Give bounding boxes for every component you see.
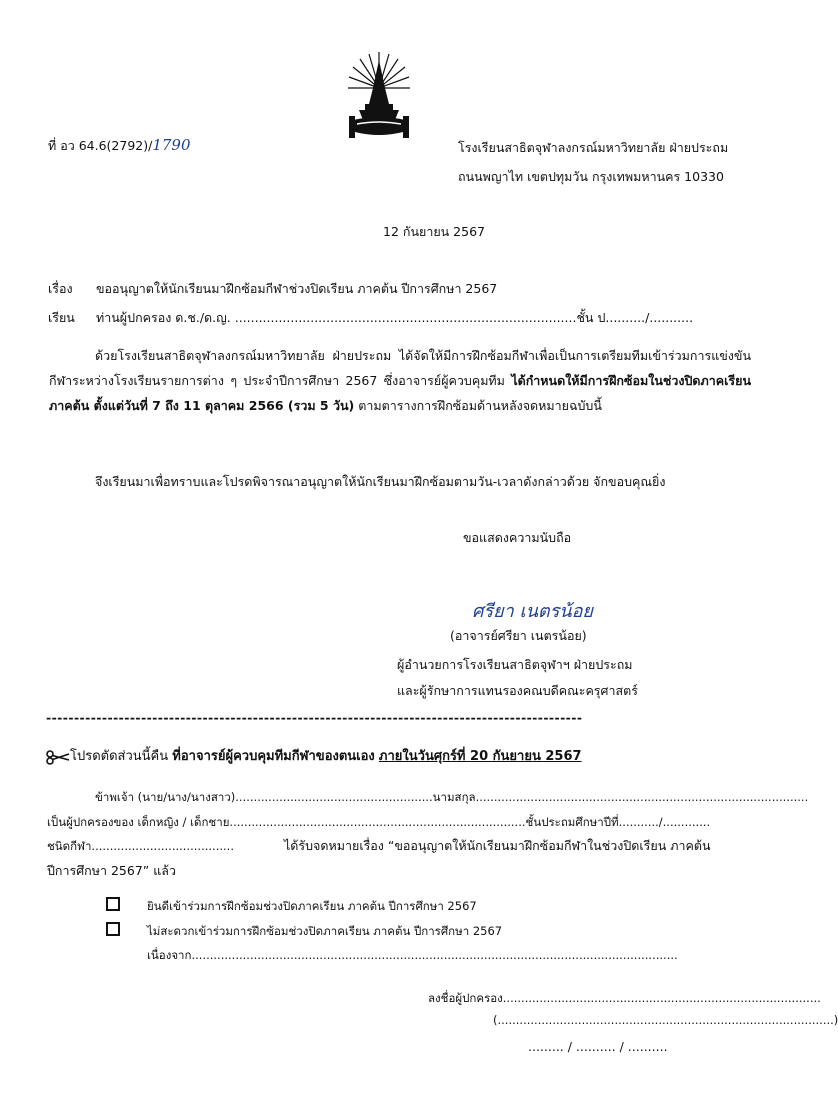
signer-title-2: และผู้รักษาการแทนรองคณบดีคณะครุศาสตร์ <box>397 683 638 698</box>
reply-sport-type: ชนิดกีฬา....................................... <box>47 839 234 853</box>
school-name: โรงเรียนสาธิตจุฬาลงกรณ์มหาวิทยาลัย ฝ่ายประถม <box>458 140 729 155</box>
reply-instruction: โปรดตัดส่วนนี้คืน ที่อาจารย์ผู้ควบคุมทีมกีฬาของตนเอง ภายในวันศุกร์ที่ 20 กันยายน 2567 <box>46 745 582 766</box>
reply-parent-name-line: ข้าพเจ้า (นาย/นาง/นางสาว)......................................................นามสกุล........................................................................................... <box>95 790 809 804</box>
signer-title-1: ผู้อำนวยการโรงเรียนสาธิตจุฬาฯ ฝ่ายประถม <box>397 657 633 672</box>
recipient-label: เรียน <box>48 310 75 325</box>
option-decline-checkbox[interactable] <box>106 922 120 936</box>
option-accept-label: ยินดีเข้าร่วมการฝึกซ้อมช่วงปิดภาคเรียน ภาคต้น ปีการศึกษา 2567 <box>147 899 477 913</box>
reply-student-line: เป็นผู้ปกครองของ เด็กหญิง / เด็กชาย.................................................................................ชั้นประถมศึกษาปีที่.........../............. <box>47 815 711 829</box>
closing-regards: ขอแสดงความนับถือ <box>463 530 572 545</box>
reply-deadline: ภายในวันศุกร์ที่ 20 กันยายน 2567 <box>378 749 582 764</box>
school-address: ถนนพญาไท เขตปทุมวัน กรุงเทพมหานคร 10330 <box>458 169 724 184</box>
reply-date-field[interactable]: ......... / .......... / .......... <box>528 1039 668 1054</box>
option-decline-label: ไม่สะดวกเข้าร่วมการฝึกซ้อมช่วงปิดภาคเรียน ภาคต้น ปีการศึกษา 2567 <box>147 924 503 938</box>
body-paragraph-2: จึงเรียนมาเพื่อทราบและโปรดพิจารณาอนุญาตให้นักเรียนมาฝึกซ้อมตามวัน-เวลาดังกล่าวด้วย จักขอบคุณยิ่ง <box>95 474 666 489</box>
reply-acknowledgement: ได้รับจดหมายเรื่อง “ขออนุญาตให้นักเรียนมาฝึกซ้อมกีฬาในช่วงปิดเรียน ภาคต้น <box>284 838 711 853</box>
signer-name: (อาจารย์ศรียา เนตรน้อย) <box>450 628 587 643</box>
subject-text: ขออนุญาตให้นักเรียนมาฝึกซ้อมกีฬาช่วงปิดเรียน ภาคต้น ปีการศึกษา 2567 <box>96 281 498 296</box>
subject-label: เรื่อง <box>48 281 73 296</box>
letter-date: 12 กันยายน 2567 <box>383 224 485 239</box>
school-emblem-logo <box>345 48 413 146</box>
reference-number: ที่ อว 64.6(2792)/1790 <box>48 136 191 154</box>
signature: ศรียา เนตรน้อย <box>472 601 593 622</box>
scissors-icon <box>46 750 70 764</box>
parent-signature-field[interactable]: ลงชื่อผู้ปกครอง....................................................................................... <box>428 991 821 1005</box>
recipient-text: ท่านผู้ปกครอง ด.ช./ด.ญ. ......................................................................................ชั้น ป........../........... <box>96 310 694 325</box>
body-paragraph-1: ด้วยโรงเรียนสาธิตจุฬาลงกรณ์มหาวิทยาลัย ฝ่ายประถม ได้จัดให้มีการฝึกซ้อมกีฬาเพื่อเป็นการเตรียมทีมเข้าร่วมการแข่งขันกีฬาระหว่างโรงเรียนรายการต่าง ๆ ประจำปีการศึกษา 2567 ซึ่งอาจารย์ผู้ควบคุมทีม ได้กำหนดให้มีการฝึกซ้อมในช่วงปิดภาคเรียน ภาคต้น ตั้งแต่วันที่ 7 ถึง 11 ตุลาคม 2566 (รวม 5 วัน) ตามตารางการฝึกซ้อมด้านหลังจดหมายฉบับนี้ <box>49 348 751 413</box>
reply-acknowledgement-cont: ปีการศึกษา 2567” แล้ว <box>47 863 176 878</box>
parent-name-field[interactable]: (............................................................................................) <box>493 1013 838 1027</box>
option-accept-checkbox[interactable] <box>106 897 120 911</box>
cut-line: ------------------------------------------------------------------------------------------------ <box>46 710 583 725</box>
body-paragraph-1-emphasis: ได้กำหนดให้มีการฝึกซ้อมในช่วงปิดภาคเรียน ภาคต้น ตั้งแต่วันที่ 7 ถึง 11 ตุลาคม 2566 (รวม 5 วัน) <box>49 373 751 413</box>
handwritten-ref-number: 1790 <box>152 136 191 154</box>
decline-reason-field[interactable]: เนื่องจาก..................................................................................................................................... <box>147 948 678 962</box>
